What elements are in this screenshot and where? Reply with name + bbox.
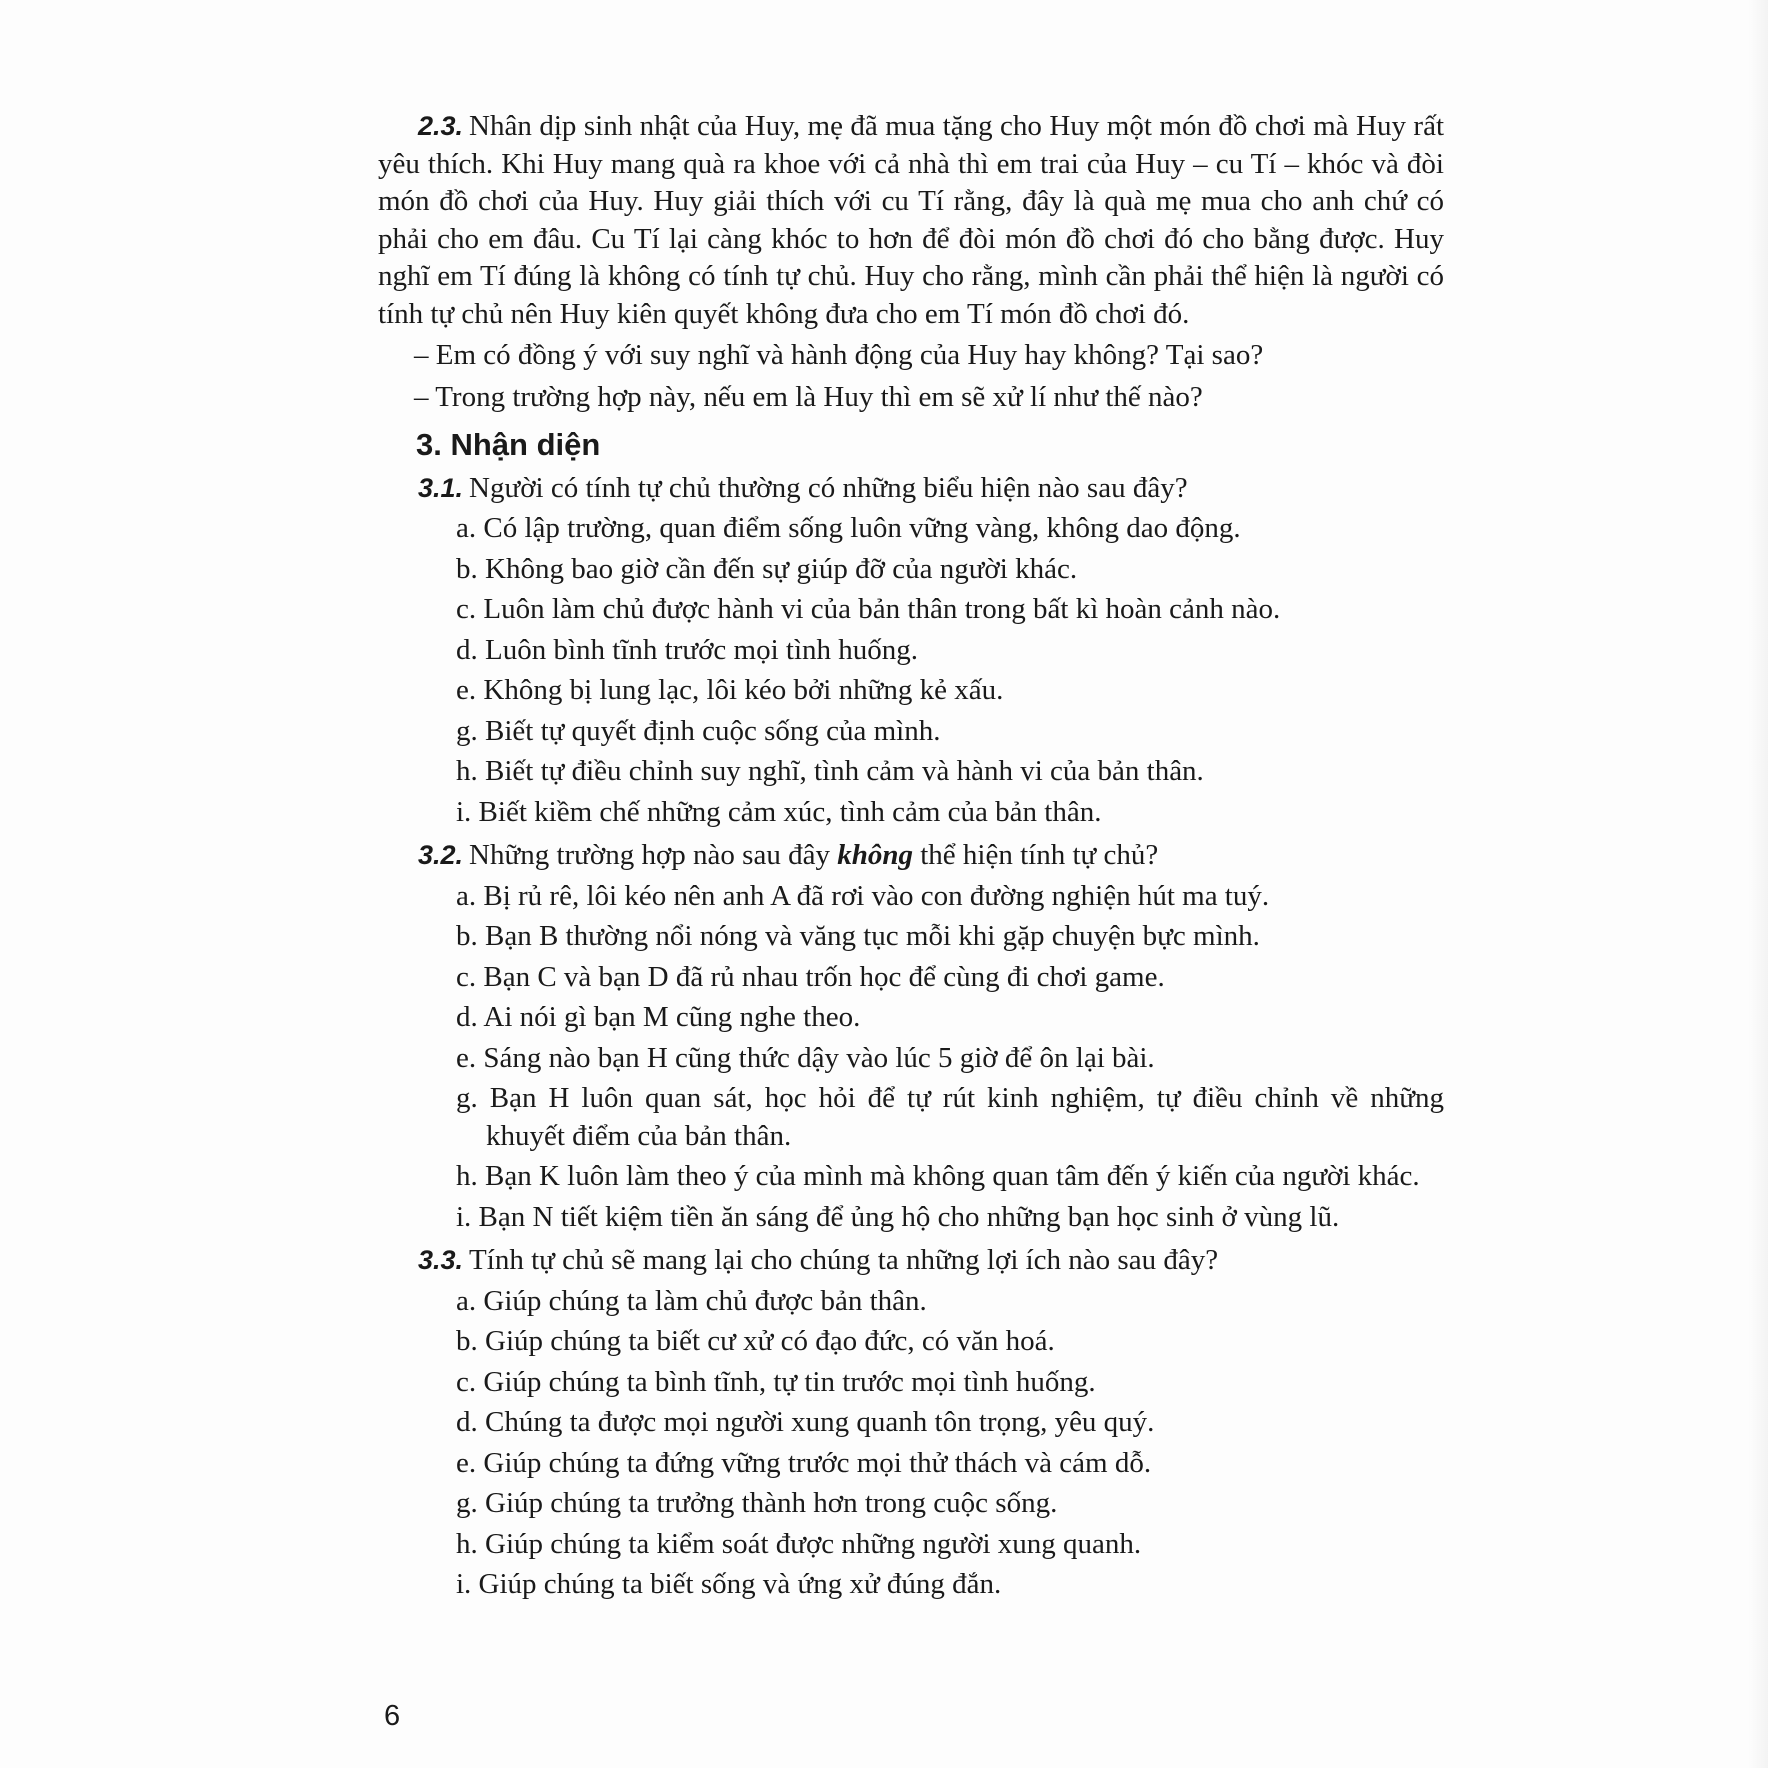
option-item: e. Giúp chúng ta đứng vững trước mọi thử thách và cám dỗ.	[456, 1446, 1152, 1479]
question-2-3-prompt-2: – Trong trường hợp này, nếu em là Huy thì em sẽ xử lí như thế nào?	[414, 380, 1203, 413]
question-text-start: Những trường hợp nào sau đây	[469, 839, 838, 871]
option-item: e. Sáng nào bạn H cũng thức dậy vào lúc 5 giờ để ôn lại bài.	[456, 1041, 1155, 1074]
question-text-end: thể hiện tính tự chủ?	[912, 839, 1159, 871]
option-item: g. Giúp chúng ta trưởng thành hơn trong cuộc sống.	[456, 1487, 1058, 1519]
question-text: Nhân dịp sinh nhật của Huy, mẹ đã mua tặng cho Huy một món đồ chơi mà Huy rất yêu thích. Khi Huy mang quà ra khoe với cả nhà thì em trai của Huy – cu Tí – khóc và đòi món đồ chơi của Huy. Huy giải thích với cu Tí rằng, đây là quà mẹ mua cho anh chứ có phải cho em đâu. Cu Tí lại càng khóc to hơn để đòi món đồ chơi đó cho bằng được. Huy nghĩ em Tí đúng là không có tính tự chủ. Huy cho rằng, mình cần phải thể hiện là người có tính tự chủ nên Huy kiên quyết không đưa cho em Tí món đồ chơi đó.	[378, 110, 1444, 330]
option-item: a. Bị rủ rê, lôi kéo nên anh A đã rơi vào con đường nghiện hút ma tuý.	[456, 879, 1270, 912]
option-item: c. Luôn làm chủ được hành vi của bản thân trong bất kì hoàn cảnh nào.	[456, 593, 1281, 625]
question-number: 2.3.	[418, 111, 464, 141]
option-item: d. Chúng ta được mọi người xung quanh tôn trọng, yêu quý.	[456, 1406, 1155, 1438]
question-number: 3.2.	[418, 840, 464, 870]
question-2-3-prompt-1: – Em có đồng ý với suy nghĩ và hành động của Huy hay không? Tại sao?	[414, 339, 1264, 371]
question-3-1	[378, 470, 1444, 508]
question-text-emphasis: không	[837, 839, 913, 871]
option-item: i. Biết kiềm chế những cảm xúc, tình cảm của bản thân.	[456, 795, 1102, 828]
option-item: d. Luôn bình tĩnh trước mọi tình huống.	[456, 633, 919, 666]
option-item: i. Bạn N tiết kiệm tiền ăn sáng để ủng hộ cho những bạn học sinh ở vùng lũ.	[456, 1200, 1340, 1233]
option-item: g. Biết tự quyết định cuộc sống của mình.	[456, 714, 941, 747]
option-item: i. Giúp chúng ta biết sống và ứng xử đúng đắn.	[456, 1568, 1002, 1600]
question-number: 3.1.	[418, 472, 464, 503]
question-number: 3.3.	[418, 1245, 464, 1275]
question-3-2	[378, 837, 1444, 875]
question-3-3	[378, 1242, 1444, 1280]
option-item: c. Giúp chúng ta bình tĩnh, tự tin trước mọi tình huống.	[456, 1365, 1096, 1398]
page-number: 6	[384, 1700, 401, 1732]
option-item: b. Không bao giờ cần đến sự giúp đỡ của người khác.	[456, 552, 1078, 585]
option-item: a. Giúp chúng ta làm chủ được bản thân.	[456, 1284, 927, 1317]
option-item: g. Bạn H luôn quan sát, học hỏi để tự rút kinh nghiệm, tự điều chỉnh về những khuyết điểm của bản thân.	[456, 1082, 1444, 1152]
option-item: b. Giúp chúng ta biết cư xử có đạo đức, có văn hoá.	[456, 1325, 1055, 1357]
page-edge-shadow	[1748, 0, 1768, 1768]
option-item: h. Giúp chúng ta kiểm soát được những người xung quanh.	[456, 1527, 1142, 1560]
option-item: e. Không bị lung lạc, lôi kéo bởi những kẻ xấu.	[456, 674, 1004, 706]
option-item: h. Bạn K luôn làm theo ý của mình mà không quan tâm đến ý kiến của người khác.	[456, 1160, 1420, 1192]
section-heading: 3. Nhận diện	[416, 427, 601, 462]
option-item: d. Ai nói gì bạn M cũng nghe theo.	[456, 1001, 861, 1033]
option-item: a. Có lập trường, quan điểm sống luôn vững vàng, không dao động.	[456, 512, 1241, 544]
option-item: h. Biết tự điều chỉnh suy nghĩ, tình cảm và hành vi của bản thân.	[456, 755, 1204, 787]
option-item: c. Bạn C và bạn D đã rủ nhau trốn học để cùng đi chơi game.	[456, 960, 1165, 993]
page-content	[378, 108, 1444, 1604]
question-text: Người có tính tự chủ thường có những biểu hiện nào sau đây?	[469, 471, 1188, 504]
question-2-3	[378, 108, 1444, 333]
option-item: b. Bạn B thường nổi nóng và văng tục mỗi khi gặp chuyện bực mình.	[456, 920, 1260, 952]
question-text: Tính tự chủ sẽ mang lại cho chúng ta những lợi ích nào sau đây?	[469, 1244, 1219, 1276]
